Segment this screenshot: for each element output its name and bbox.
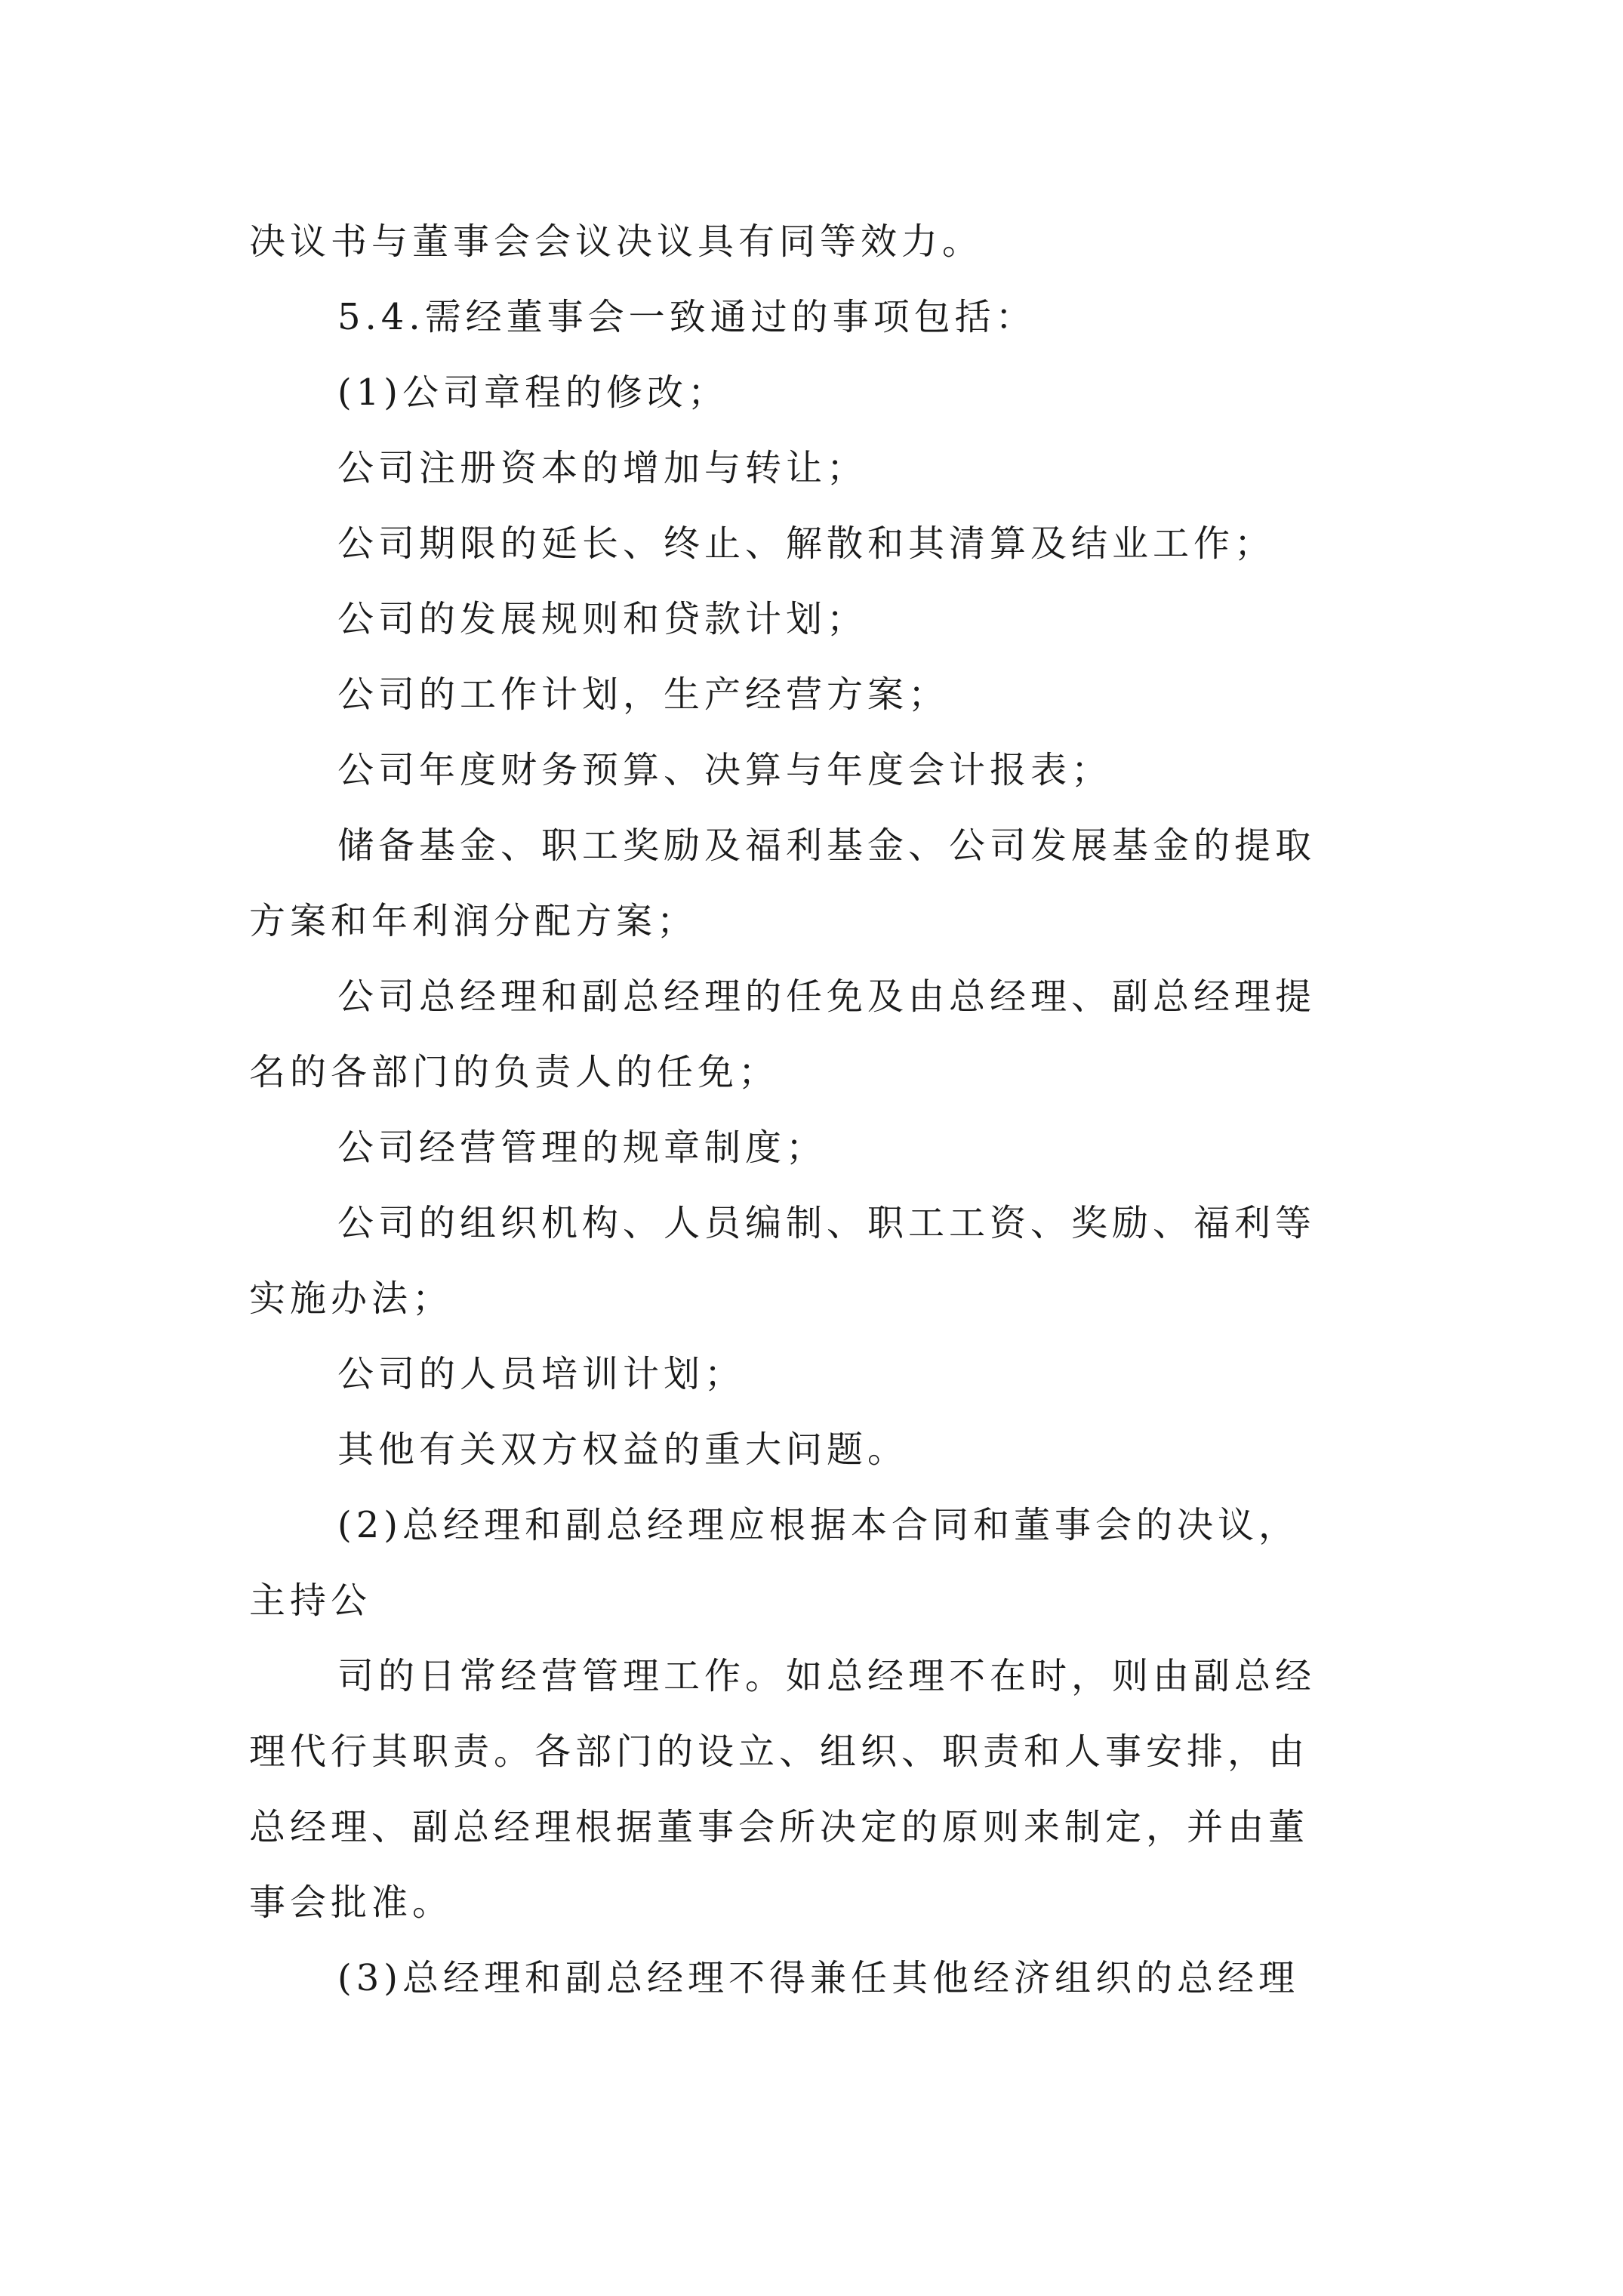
text-line: 主持公 (249, 1579, 372, 1622)
text-line: 公司的人员培训计划； (337, 1353, 746, 1395)
text-line: (3)总经理和副总经理不得兼任其他经济组织的总经理 (337, 1957, 1299, 1999)
text-line: 总经理、副总经理根据董事会所决定的原则来制定，并由董 (249, 1806, 1310, 1848)
text-line: 储备基金、职工奖励及福利基金、公司发展基金的提取 (337, 824, 1317, 867)
text-line: 司的日常经营管理工作。如总经理不在时，则由副总经 (337, 1655, 1317, 1697)
text-line: 5.4.需经董事会一致通过的事项包括： (337, 296, 1036, 338)
text-line: 其他有关双方权益的重大问题。 (337, 1428, 909, 1471)
text-line: 公司经营管理的规章制度； (337, 1126, 827, 1169)
document-page (249, 204, 1389, 2016)
text-line: 公司的发展规则和贷款计划； (337, 598, 868, 640)
text-line: 决议书与董事会会议决议具有同等效力。 (249, 220, 984, 263)
text-line: (1)公司章程的修改； (337, 371, 728, 414)
text-line: (2)总经理和副总经理应根据本合同和董事会的决议， (337, 1504, 1299, 1546)
text-line: 理代行其职责。各部门的设立、组织、职责和人事安排，由 (249, 1730, 1310, 1773)
text-line: 公司的组织机构、人员编制、职工工资、奖励、福利等 (337, 1202, 1317, 1244)
text-line: 公司总经理和副总经理的任免及由总经理、副总经理提 (337, 975, 1317, 1018)
text-line: 事会批准。 (249, 1881, 454, 1924)
text-line: 实施办法； (249, 1277, 454, 1320)
text-line: 公司年度财务预算、决算与年度会计报表； (337, 749, 1113, 791)
text-line: 公司的工作计划，生产经营方案； (337, 673, 950, 716)
text-line: 公司注册资本的增加与转让； (337, 447, 868, 489)
text-line: 方案和年利润分配方案； (249, 900, 698, 942)
text-line: 名的各部门的负责人的任免； (249, 1051, 780, 1093)
text-line: 公司期限的延长、终止、解散和其清算及结业工作； (337, 522, 1276, 565)
